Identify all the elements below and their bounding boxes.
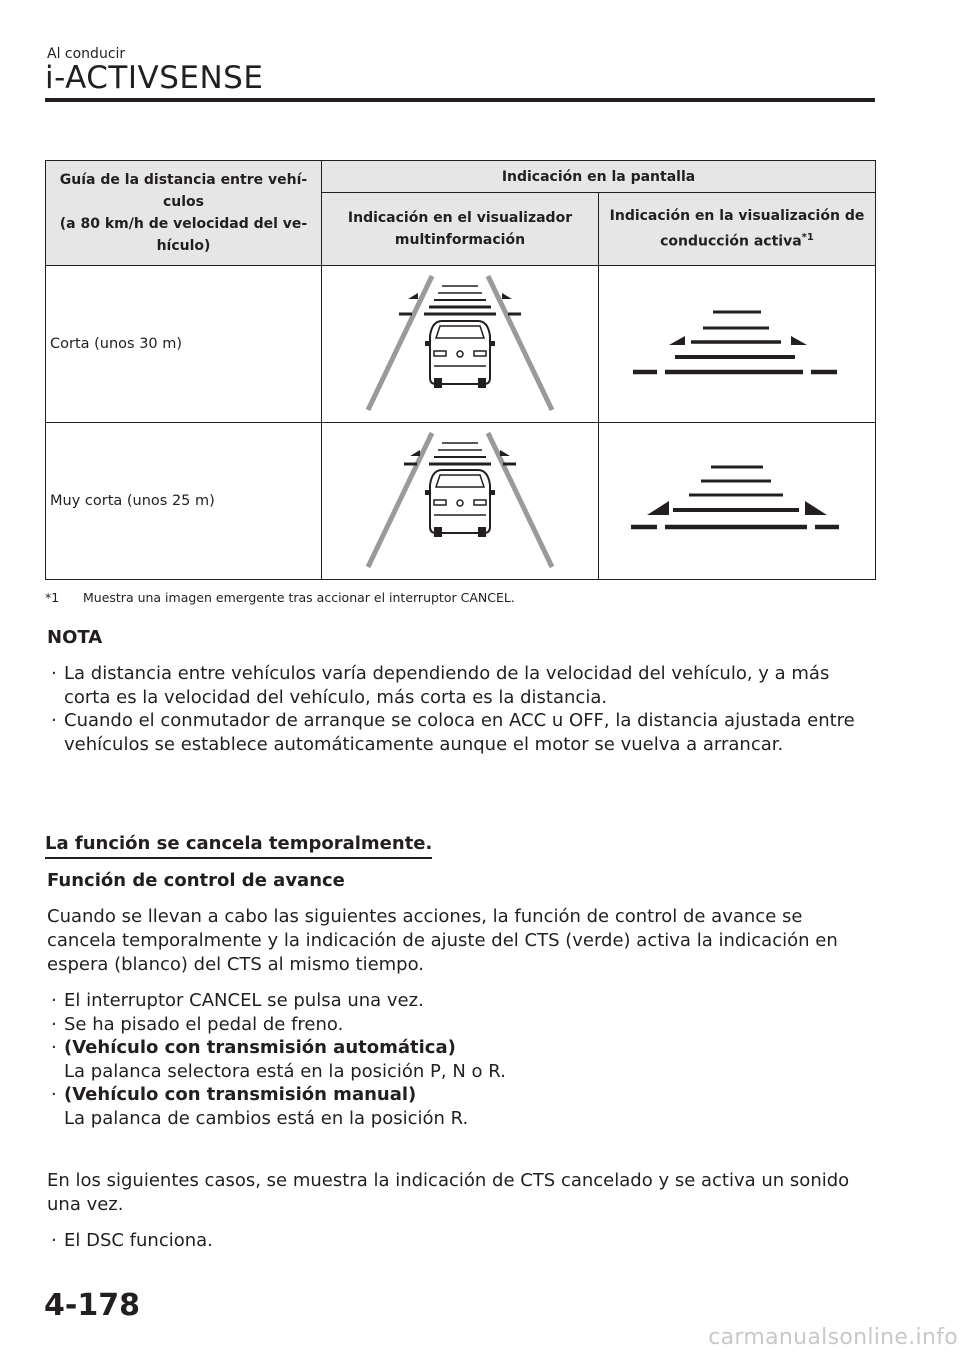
distance-label: Corta (unos 30 m) (46, 266, 322, 423)
cancel-conditions-list (47, 989, 877, 1130)
list-item-text: La palanca selectora está en la posición P, N o R. (64, 1060, 506, 1082)
footnote-ref: *1 (801, 232, 814, 244)
list-item-text: El interruptor CANCEL se pulsa una vez. (64, 990, 424, 1011)
col-header-multiinfo: Indicación en el visualizador multinformación (322, 193, 599, 266)
distance-bars-icon (599, 423, 875, 579)
distance-label: Muy corta (unos 25 m) (46, 423, 322, 580)
footnote-mark: *1 (45, 590, 60, 605)
active-driving-graphic-very-short (599, 423, 876, 580)
list-item-text: El DSC funciona. (64, 1230, 213, 1251)
list-item: · El DSC funciona. (51, 1230, 213, 1251)
car-road-icon (322, 266, 598, 422)
list-item: · El interruptor CANCEL se pulsa una vez. (51, 990, 424, 1011)
table-row (46, 423, 876, 580)
footnote-text: Muestra una imagen emergente tras accionar el interruptor CANCEL. (83, 590, 515, 605)
second-paragraph: En los siguientes casos, se muestra la indicación de CTS cancelado y se activa un sonido una vez. (47, 1170, 850, 1215)
list-item: · Cuando el conmutador de arranque se coloca en ACC u OFF, la distancia ajustada entre vehículos se establece automáticamente aunque el motor se vuelva a arrancar. (51, 710, 855, 755)
section-heading: La función se cancela temporalmente. (45, 833, 432, 859)
list-item-bold: (Vehículo con transmisión manual) (64, 1084, 417, 1105)
section-title: i-ACTIVSENSE (45, 60, 264, 96)
list-item: · (Vehículo con transmisión manual) La palanca de cambios está en la posición R. (51, 1084, 469, 1129)
col-header-distance: Guía de la distancia entre vehí- culos (a 80 km/h de velocidad del ve- hículo) (46, 161, 322, 266)
active-driving-graphic-short (599, 266, 876, 423)
watermark: carmanualsonline.info (708, 1325, 958, 1350)
sub-heading: Función de control de avance (47, 870, 345, 891)
list-item: · Se ha pisado el pedal de freno. (51, 1013, 344, 1035)
distance-table (45, 160, 876, 580)
nota-title: NOTA (47, 627, 103, 648)
col-header-display: Indicación en la pantalla (322, 161, 876, 193)
list-item: · (Vehículo con transmisión automática) La palanca selectora está en la posición P, N o R. (51, 1037, 506, 1082)
list-item-bold: (Vehículo con transmisión automática) (64, 1037, 456, 1058)
multiinfo-graphic-very-short (322, 423, 599, 580)
page-number: 4-178 (44, 1288, 140, 1323)
dsc-list (47, 1229, 877, 1253)
list-item: · La distancia entre vehículos varía dependiendo de la velocidad del vehículo, y a más corta es la velocidad del vehículo, más corta es la distancia. (51, 663, 830, 708)
list-item-text: La palanca de cambios está en la posición R. (64, 1107, 469, 1129)
table-footnote (45, 590, 515, 605)
col-header-active-driving-text: Indicación en la visualización de conducción activa (609, 208, 865, 250)
col-header-active-driving (599, 193, 876, 266)
distance-bars-icon (599, 266, 875, 422)
multiinfo-graphic-short (322, 266, 599, 423)
nota-item-text: Cuando el conmutador de arranque se coloca en ACC u OFF, la distancia ajustada entre vehículos se establece automáticamente aunque el motor se vuelva a arrancar. (64, 710, 855, 755)
intro-paragraph: Cuando se llevan a cabo las siguientes acciones, la función de control de avance se cancela temporalmente y la indicación de ajuste del CTS (verde) activa la indicación en espera (blanco) del CTS al mismo tiempo. (47, 906, 838, 975)
nota-list (47, 662, 877, 756)
chapter-label: Al conducir (47, 46, 126, 62)
table-row (46, 266, 876, 423)
header-divider (45, 98, 875, 102)
list-item-text: Se ha pisado el pedal de freno. (64, 1013, 344, 1035)
nota-item-text: La distancia entre vehículos varía dependiendo de la velocidad del vehículo, y a más corta es la velocidad del vehículo, más corta es la distancia. (64, 663, 830, 708)
car-road-icon (322, 423, 598, 579)
